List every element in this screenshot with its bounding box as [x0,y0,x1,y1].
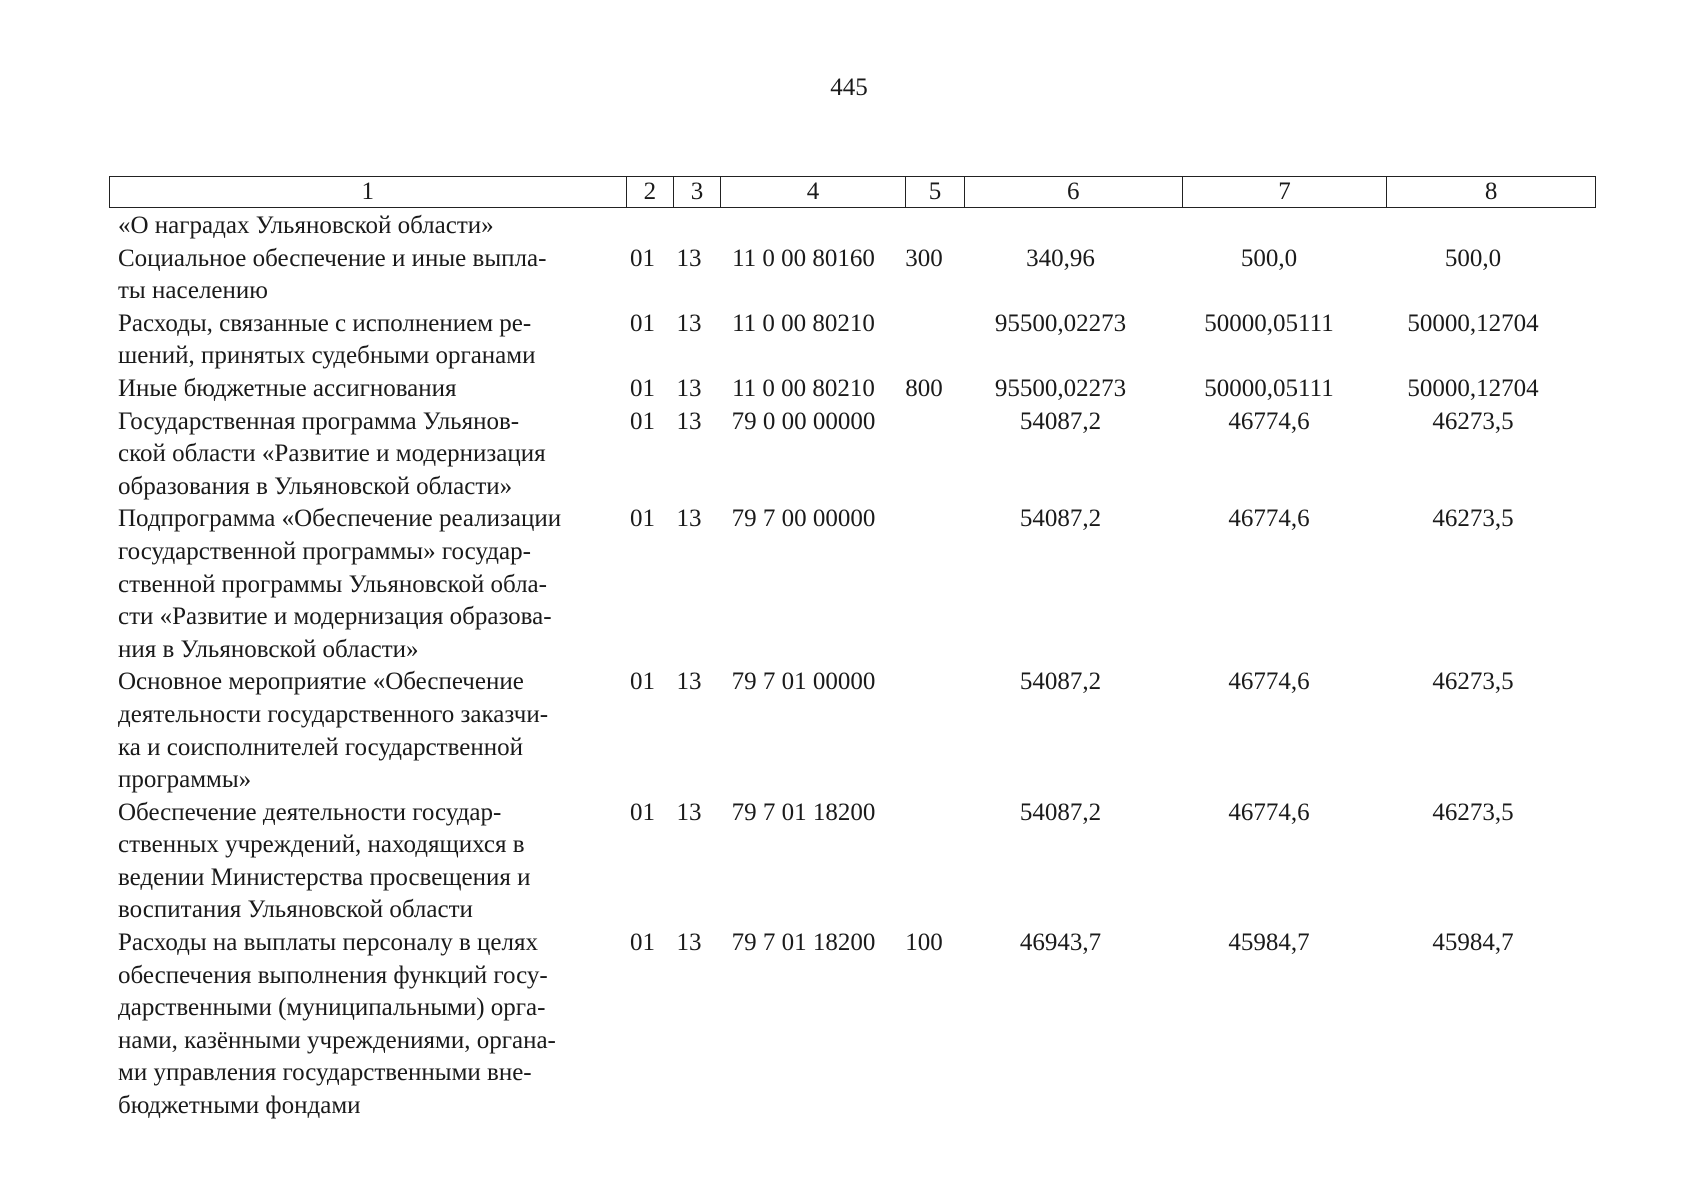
row-name-line: Расходы, связанные с исполнением ре- [118,309,532,337]
row-name-line: программы» [118,766,252,794]
target-article-cell: 11 0 00 80160 [732,244,875,272]
target-article-cell: 11 0 00 80210 [732,309,875,337]
amount-col8-cell [1370,210,1576,243]
row-name-line: нами, казёнными учреждениями, органа- [118,1026,556,1054]
subsection-code-cell: 13 [676,309,702,337]
subsection-code-cell: 13 [676,407,702,435]
column-header-2: 2 [626,177,674,208]
row-name-line: ведении Министерства просвещения и [118,863,531,891]
amount-col7-cell: 46774,6 [1228,668,1310,696]
row-name-cell [109,308,619,373]
column-header-3: 3 [674,177,721,208]
budget-table-body [109,210,1596,1123]
target-article-cell: 79 7 01 18200 [731,798,876,826]
table-row [109,927,1596,1123]
amount-col7-cell: 500,0 [1240,244,1298,272]
target-article-cell: 79 7 01 00000 [731,668,876,696]
table-row [109,210,1596,243]
amount-col7-cell [1168,210,1370,243]
row-name-line: государственной программы» государ- [118,537,531,565]
amount-col7-cell: 45984,7 [1228,929,1310,957]
section-code-cell: 01 [630,505,655,533]
expense-type-cell [895,406,953,504]
amount-col7-cell: 46774,6 [1228,798,1310,826]
expense-type-cell: 800 [905,374,943,402]
row-name-line: ния в Ульяновской области» [118,635,419,663]
row-name-line: ми управления государственными вне- [118,1059,532,1087]
table-row [109,243,1596,308]
amount-col7-cell: 46774,6 [1228,505,1310,533]
amount-col8-cell: 46273,5 [1432,407,1514,435]
row-name-cell [109,503,619,666]
subsection-code-cell: 13 [676,244,702,272]
row-name-line: Социальное обеспечение и иные выпла- [118,244,547,272]
amount-col8-cell: 50000,12704 [1407,309,1539,337]
row-name-line: обеспечения выполнения функций госу- [118,961,548,989]
row-name-cell [109,797,619,927]
row-name-line: Обеспечение деятельности государ- [118,798,502,826]
table-row [109,797,1596,927]
row-name-cell [109,373,619,406]
amount-col7-cell: 50000,05111 [1204,374,1334,402]
expense-type-cell [895,797,953,927]
amount-col8-cell: 50000,12704 [1407,374,1539,402]
subsection-code-cell [666,210,712,243]
amount-col6-cell: 54087,2 [1019,505,1102,533]
target-article-cell: 79 0 00 00000 [731,407,876,435]
target-article-cell [712,210,895,243]
amount-col6-cell: 54087,2 [1019,407,1102,435]
column-header-4: 4 [720,177,905,208]
row-name-line: образования в Ульяновской области» [118,472,513,500]
section-code-cell: 01 [630,309,655,337]
target-article-cell: 11 0 00 80210 [732,374,875,402]
amount-col8-cell: 46273,5 [1432,798,1514,826]
column-header-table [109,176,1596,208]
amount-col6-cell: 46943,7 [1019,929,1102,957]
row-name-line: Основное мероприятие «Обеспечение [118,668,524,696]
subsection-code-cell: 13 [676,505,702,533]
amount-col6-cell: 54087,2 [1019,668,1102,696]
section-code-cell: 01 [630,929,655,957]
section-code-cell: 01 [630,244,655,272]
expense-type-cell [895,210,953,243]
section-code-cell: 01 [630,668,655,696]
amount-col8-cell: 45984,7 [1432,929,1514,957]
row-name-line: Государственная программа Ульянов- [118,407,520,435]
expense-type-cell [895,503,953,666]
amount-col6-cell: 95500,02273 [994,309,1127,337]
amount-col6-cell: 54087,2 [1019,798,1102,826]
row-name-line: бюджетными фондами [118,1092,361,1120]
column-header-1: 1 [110,177,627,208]
row-name-cell [109,243,619,308]
table-row [109,373,1596,406]
expense-type-cell [895,666,953,796]
amount-col7-cell: 50000,05111 [1204,309,1334,337]
section-code-cell: 01 [630,798,655,826]
subsection-code-cell: 13 [676,929,702,957]
row-name-cell [109,406,619,504]
table-row [109,308,1596,373]
column-header-5: 5 [906,177,965,208]
table-row [109,406,1596,504]
page-number: 445 [830,74,868,101]
row-name-line: Расходы на выплаты персоналу в целях [118,929,538,957]
table-row [109,666,1596,796]
target-article-cell: 79 7 00 00000 [731,505,876,533]
row-name-line: дарственными (муниципальными) орга- [118,994,546,1022]
row-name-line: деятельности государственного заказчи- [118,700,549,728]
row-name-line: Иные бюджетные ассигнования [118,374,457,402]
row-name-cell [109,927,619,1123]
row-name-line: ты населению [118,277,268,305]
row-name-line: ской области «Развитие и модернизация [118,440,546,468]
row-name-line: воспитания Ульяновской области [118,896,473,924]
column-header-6: 6 [964,177,1182,208]
subsection-code-cell: 13 [676,374,702,402]
amount-col8-cell: 500,0 [1444,244,1502,272]
column-header-8: 8 [1387,177,1596,208]
expense-type-cell [895,308,953,373]
row-name-line: «О наградах Ульяновской области» [118,212,494,239]
amount-col6-cell [953,210,1168,243]
table-row [109,503,1596,666]
column-header-7: 7 [1182,177,1387,208]
section-code-cell: 01 [630,407,655,435]
subsection-code-cell: 13 [676,668,702,696]
section-code-cell: 01 [630,374,655,402]
amount-col6-cell: 95500,02273 [994,374,1127,402]
subsection-code-cell: 13 [676,798,702,826]
expense-type-cell: 100 [905,929,943,957]
row-name-line: шений, принятых судебными органами [118,342,536,370]
amount-col8-cell: 46273,5 [1432,668,1514,696]
column-header-row [110,177,1596,208]
row-name-line: ственных учреждений, находящихся в [118,831,525,859]
row-name-line: ка и соисполнителей государственной [118,733,523,761]
expense-type-cell: 300 [905,244,943,272]
target-article-cell: 79 7 01 18200 [731,929,876,957]
row-name-line: Подпрограмма «Обеспечение реализации [118,505,562,533]
section-code-cell [619,210,666,243]
amount-col8-cell: 46273,5 [1432,505,1514,533]
amount-col6-cell: 340,96 [1026,244,1095,272]
row-name-cell [109,666,619,796]
row-name-cell [109,210,619,243]
row-name-line: сти «Развитие и модернизация образова- [118,603,552,631]
amount-col7-cell: 46774,6 [1228,407,1310,435]
row-name-line: ственной программы Ульяновской обла- [118,570,547,598]
